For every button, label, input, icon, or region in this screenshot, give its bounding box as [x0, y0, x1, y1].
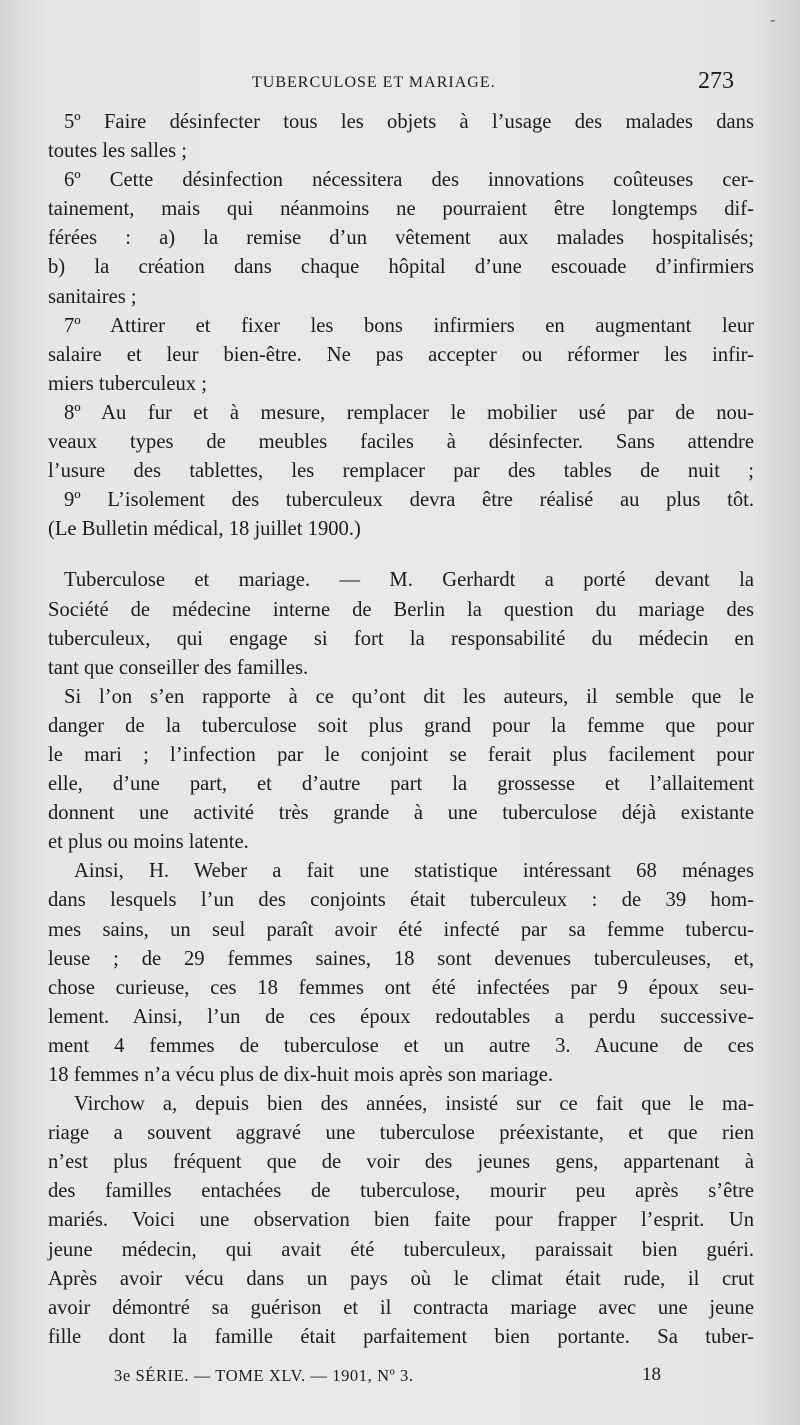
text-line: jeune médecin, qui avait été tuberculeux, paraissait bien guéri.: [48, 1238, 754, 1261]
text-line: mariés. Voici une observation bien faite pour frapper l’esprit. Un: [48, 1209, 754, 1232]
series-info: 3e SÉRIE. — TOME XLV. — 1901, Nº 3.: [114, 1366, 414, 1385]
text-line: (Le Bulletin médical, 18 juillet 1900.): [48, 518, 361, 541]
text-line: tuberculeux, qui engage si fort la responsabilité du médecin en: [48, 627, 754, 650]
section-gap: [48, 544, 754, 566]
body-text: [48, 108, 754, 1352]
page-footer: [0, 1364, 800, 1394]
text-line: 7º Attirer et fixer les bons infirmiers en augmentant leur: [64, 314, 754, 337]
text-line: miers tuberculeux ;: [48, 372, 207, 395]
text-line: n’est plus fréquent que de voir des jeunes gens, appartenant à: [48, 1151, 754, 1174]
text-line: Si l’on s’en rapporte à ce qu’ont dit les auteurs, il semble que le: [64, 685, 754, 708]
text-line: des familles entachées de tuberculose, mourir peu après s’être: [48, 1180, 754, 1203]
text-line: riage a souvent aggravé une tuberculose préexistante, et que rien: [48, 1122, 754, 1145]
text-line: 5º Faire désinfecter tous les objets à l’usage des malades dans: [64, 111, 754, 133]
text-line: férées : a) la remise d’un vêtement aux malades hospitalisés;: [48, 227, 754, 250]
text-line: Après avoir vécu dans un pays où le climat était rude, il crut: [48, 1267, 754, 1290]
text-line: toutes les salles ;: [48, 140, 187, 163]
text-line: salaire et leur bien-être. Ne pas accepter ou réformer les infir-: [48, 343, 754, 366]
text-line: 6º Cette désinfection nécessitera des innovations coûteuses cer-: [64, 169, 754, 192]
text-line: chose curieuse, ces 18 femmes ont été infectées par 9 époux seu-: [48, 976, 754, 999]
text-line: Ainsi, H. Weber a fait une statistique intéressant 68 ménages: [74, 860, 754, 883]
text-line: Tuberculose et mariage. — M. Gerhardt a porté devant la: [64, 569, 754, 592]
text-line: tainement, mais qui néanmoins ne pourraient être longtemps dif-: [48, 198, 754, 221]
text-line: lement. Ainsi, l’un de ces époux redoutables a perdu successive-: [48, 1005, 754, 1028]
text-line: veaux types de meubles faciles à désinfecter. Sans attendre: [48, 431, 754, 454]
text-line: elle, d’une part, et d’autre part la grossesse et l’allaitement: [48, 773, 754, 796]
page-header: [0, 68, 800, 104]
text-line: et plus ou moins latente.: [48, 831, 249, 854]
text-line: 8º Au fur et à mesure, remplacer le mobilier usé par de nou-: [64, 401, 754, 424]
text-line: leuse ; de 29 femmes saines, 18 sont devenues tuberculeuses, et,: [48, 947, 754, 970]
text-line: avoir démontré sa guérison et il contracta mariage avec une jeune: [48, 1296, 754, 1319]
text-line: le mari ; l’infection par le conjoint se ferait plus facilement pour: [48, 743, 754, 766]
text-line: l’usure des tablettes, les remplacer par des tables de nuit ;: [48, 460, 754, 483]
text-line: danger de la tuberculose soit plus grand pour la femme que pour: [48, 714, 754, 737]
text-line: donnent une activité très grande à une tuberculose déjà existante: [48, 802, 754, 825]
text-line: 9º L’isolement des tuberculeux devra être réalisé au plus tôt.: [64, 489, 754, 512]
signature-mark: 18: [642, 1364, 661, 1385]
text-line: mes sains, un seul paraît avoir été infecté par sa femme tubercu-: [48, 918, 754, 941]
text-line: 18 femmes n’a vécu plus de dix-huit mois après son mariage.: [48, 1064, 553, 1086]
page-number: 273: [698, 68, 734, 94]
running-title: TUBERCULOSE ET MARIAGE.: [252, 74, 496, 91]
text-line: ment 4 femmes de tuberculose et un autre 3. Aucune de ces: [48, 1034, 754, 1057]
text-line: Virchow a, depuis bien des années, insisté sur ce fait que le ma-: [74, 1093, 754, 1116]
text-line: tant que conseiller des familles.: [48, 656, 309, 679]
text-line: sanitaires ;: [48, 285, 137, 308]
text-line: Société de médecine interne de Berlin la question du mariage des: [48, 598, 754, 621]
text-line: b) la création dans chaque hôpital d’une escouade d’infirmiers: [48, 256, 754, 279]
text-line: dans lesquels l’un des conjoints était tuberculeux : de 39 hom-: [48, 889, 754, 912]
text-line: fille dont la famille était parfaitement bien portante. Sa tuber-: [48, 1325, 754, 1348]
scan-mark: -: [770, 10, 776, 29]
